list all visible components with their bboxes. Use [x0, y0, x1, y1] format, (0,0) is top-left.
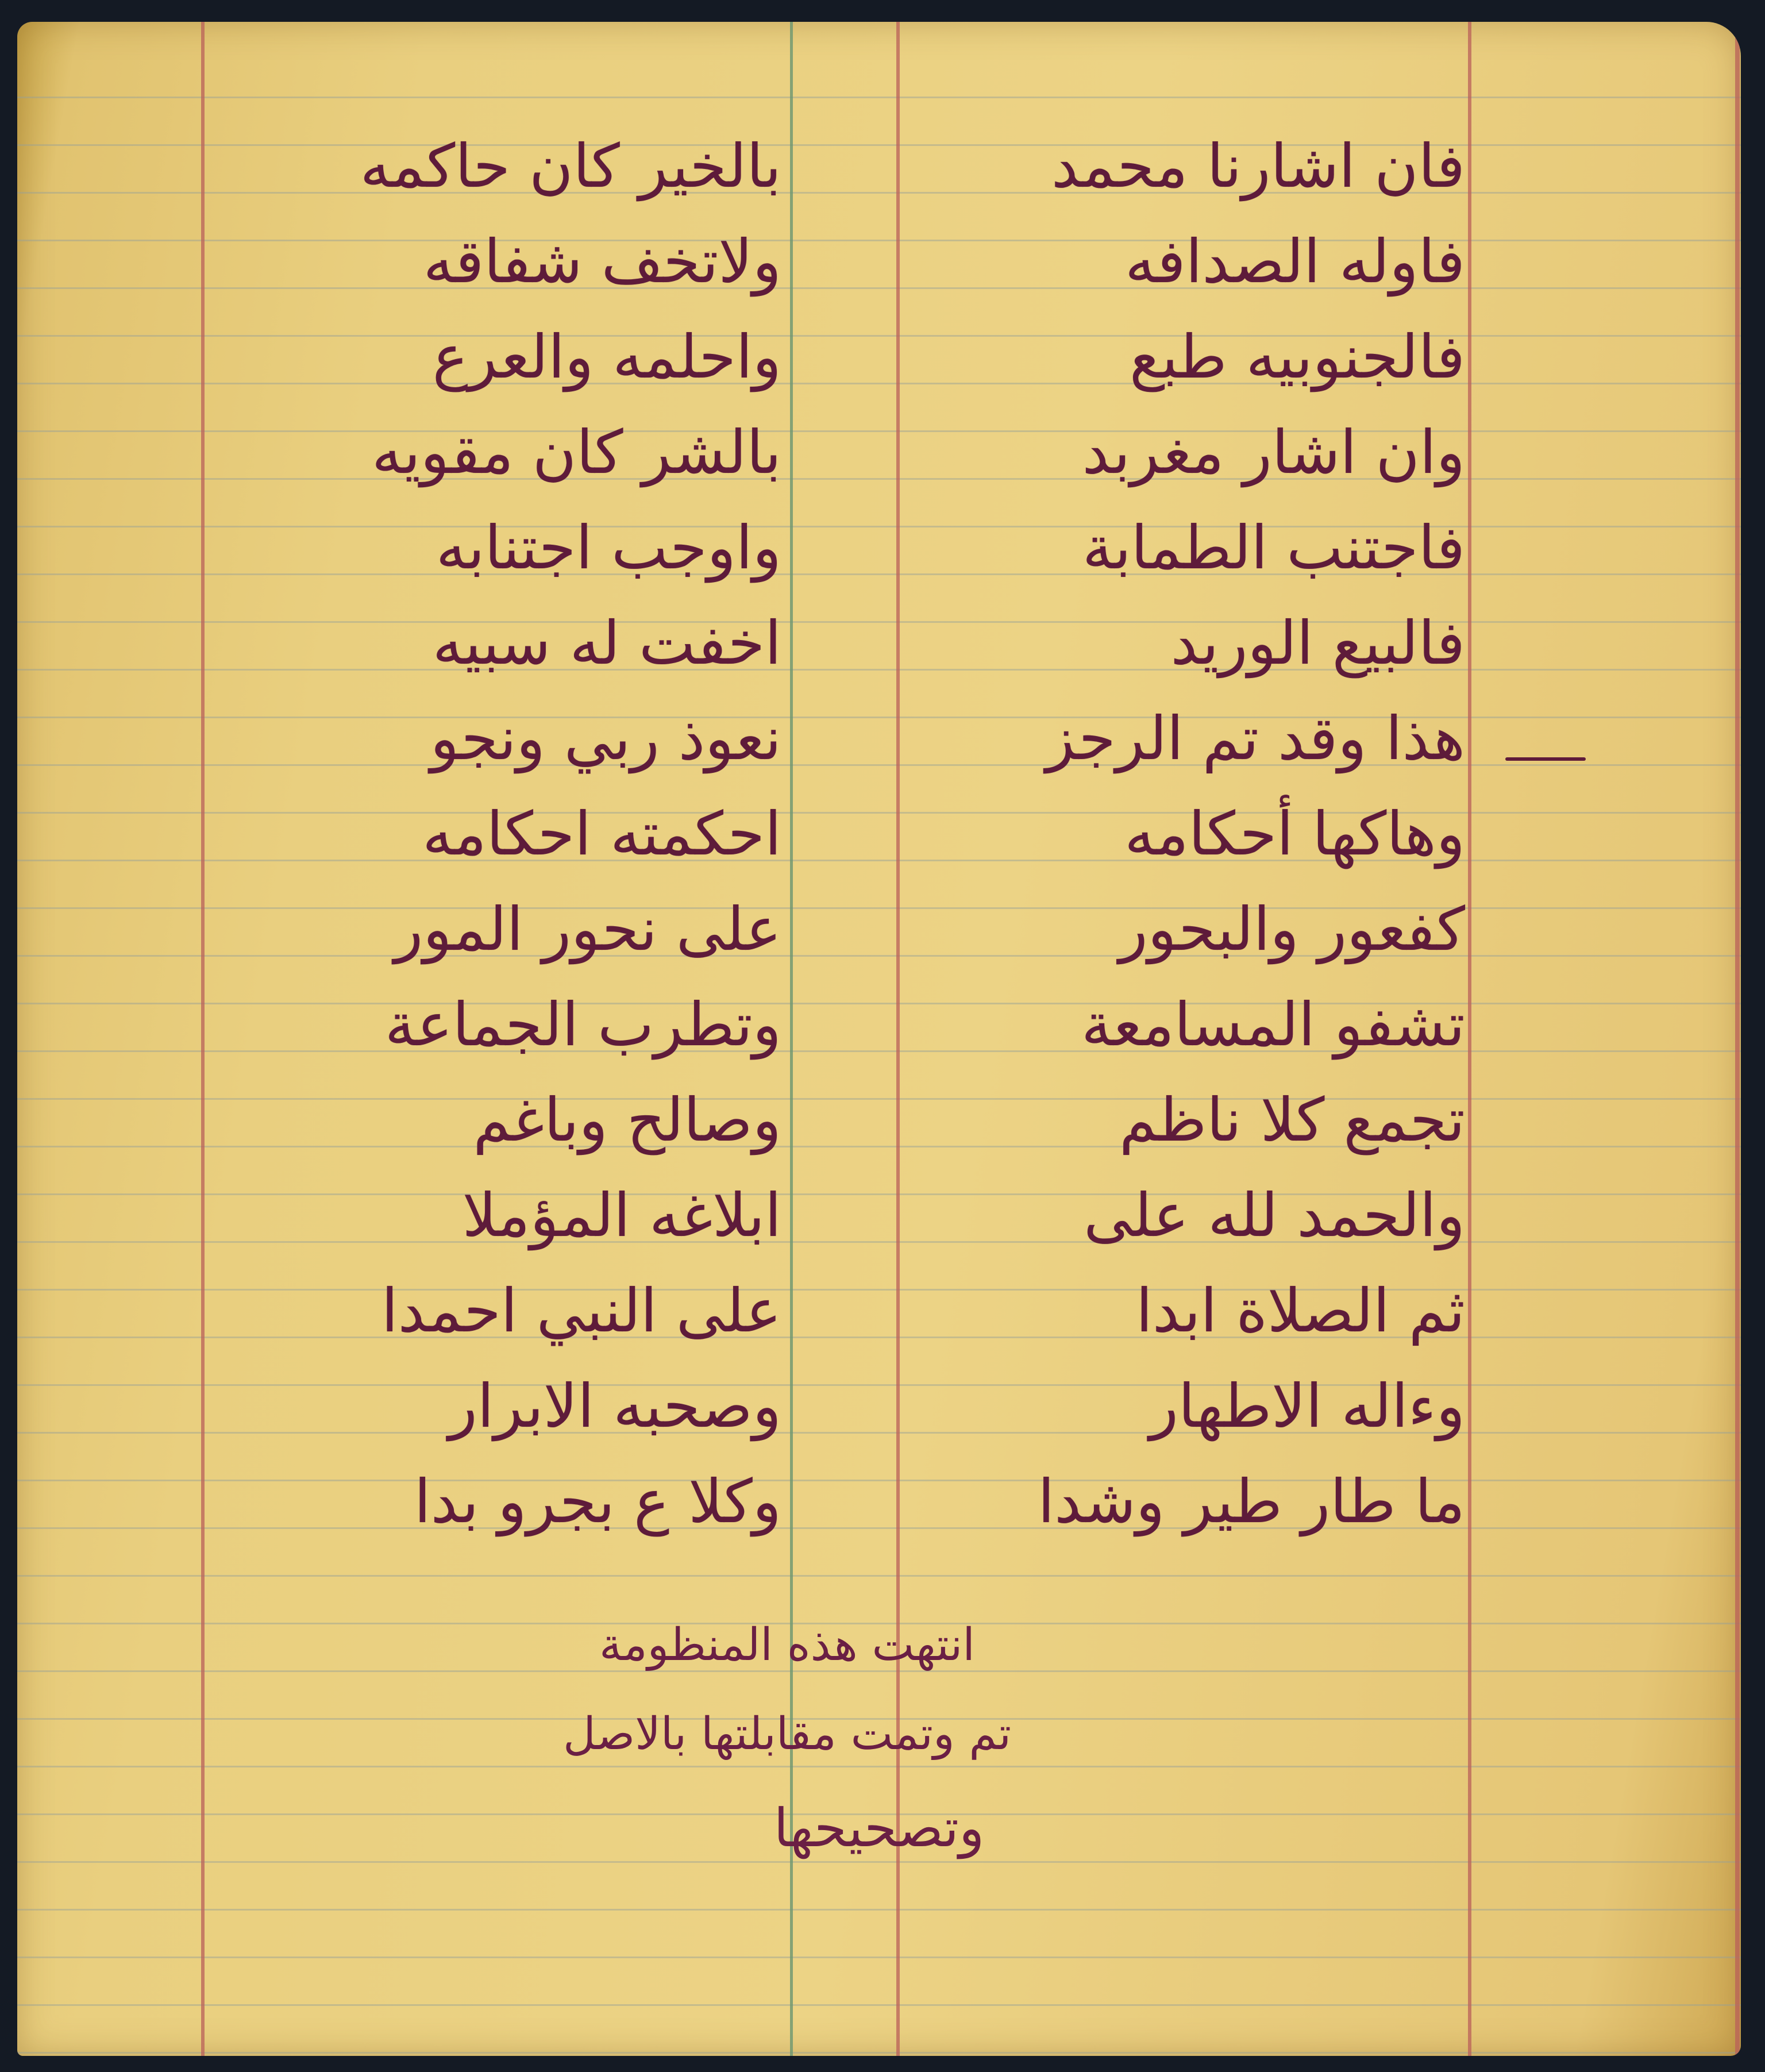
verse-line: فان اشارنا محمد	[1051, 131, 1465, 201]
verse-line: احكمته احكامه	[422, 799, 781, 869]
verse-line: وهاكها أحكامه	[1124, 799, 1465, 869]
verse-line: وءاله الاطهار	[1149, 1371, 1465, 1441]
verse-line: والحمد لله على	[1084, 1180, 1465, 1250]
verse-line: نعوذ ربي ونجو	[430, 703, 781, 773]
margin-line-left	[201, 22, 205, 2056]
verse-line: على النبي احمدا	[381, 1276, 781, 1346]
ruled-line	[17, 1909, 1741, 1911]
verse-line: هذا وقد تم الرجز	[1046, 703, 1465, 773]
verse-line: فاوله الصدافه	[1125, 226, 1465, 296]
verse-line: وتطرب الجماعة	[384, 989, 781, 1060]
verse-line: وكلا ع بجرو بدا	[414, 1466, 781, 1536]
verse-line: واوجب اجتنابه	[436, 513, 781, 583]
page-edge-line	[1735, 22, 1740, 2056]
margin-dash-mark	[1505, 757, 1586, 761]
colophon-line: تم وتمت مقابلتها بالاصل	[562, 1708, 1012, 1760]
verse-line: وان اشار مغربد	[1082, 417, 1465, 487]
verse-line: بالشر كان مقويه	[372, 417, 781, 487]
verse-line: وصالح وباغم	[473, 1085, 781, 1155]
ruled-line	[17, 1766, 1741, 1767]
colophon-line: وتصحيحها	[773, 1797, 985, 1859]
verse-line: ولاتخف شفاقه	[423, 226, 781, 296]
verse-column-left	[218, 118, 781, 1549]
verse-line: تجمع كلا ناظم	[1119, 1085, 1465, 1155]
verse-line: ما طار طير وشدا	[1038, 1466, 1465, 1536]
ruled-line	[17, 2004, 1741, 2006]
verse-line: ابلاغه المؤملا	[462, 1180, 781, 1250]
verse-line: بالخير كان حاكمه	[360, 131, 781, 201]
verse-line: على نحور المور	[394, 894, 781, 964]
margin-line-right	[1468, 22, 1471, 2056]
verse-line: كفعور والبحور	[1119, 894, 1465, 964]
colophon-line: انتهت هذه المنظومة	[599, 1619, 975, 1671]
ruled-line	[17, 97, 1741, 98]
ruled-line	[17, 1957, 1741, 1958]
ruled-line	[17, 1575, 1741, 1577]
verse-line: ثم الصلاة ابدا	[1136, 1276, 1465, 1346]
notebook-page	[17, 22, 1741, 2056]
verse-line: فاجتنب الطمابة	[1082, 513, 1465, 583]
verse-line: تشفو المسامعة	[1081, 989, 1465, 1060]
ruled-line	[17, 2052, 1741, 2054]
verse-line: فالجنوبيه طبع	[1130, 322, 1465, 392]
verse-line: اخفت له سبيه	[432, 608, 781, 678]
verse-line: فالبيع الوريد	[1170, 608, 1465, 678]
verse-line: وصحبه الابرار	[448, 1371, 781, 1441]
ruled-line	[17, 1861, 1741, 1863]
verse-line: واحلمه والعرع	[432, 322, 781, 392]
verse-column-right	[937, 118, 1465, 1549]
